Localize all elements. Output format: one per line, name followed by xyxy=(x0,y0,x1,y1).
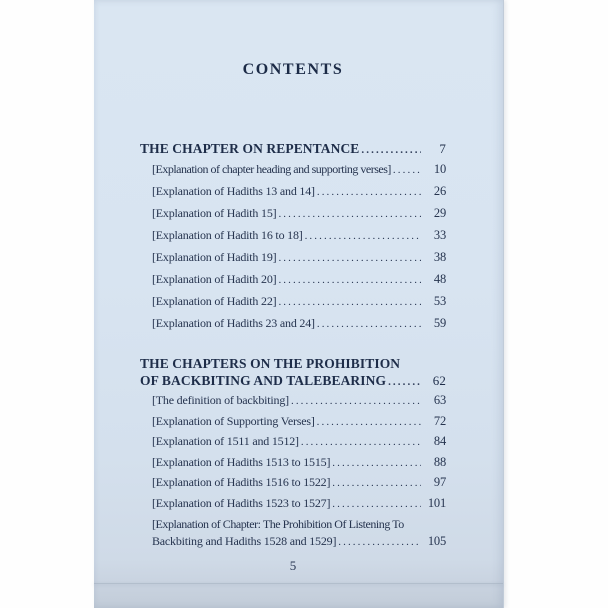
toc-entry-row xyxy=(140,250,446,265)
dot-leader xyxy=(332,456,421,470)
entry-label: [Explanation of Hadiths 1523 to 1527] xyxy=(152,495,331,510)
entry-page-number: 29 xyxy=(433,206,446,220)
toc-heading-row xyxy=(140,372,446,389)
entry-page-number: 53 xyxy=(433,294,446,308)
entry-label-line1: [Explanation of Chapter: The Prohibition Of Listening To xyxy=(152,517,404,531)
book-page xyxy=(94,0,504,608)
toc-entry-row xyxy=(140,496,446,511)
toc-entry-row xyxy=(140,393,446,408)
heading-label-line1: THE CHAPTERS ON THE PROHIBITION xyxy=(140,356,401,371)
dot-leader xyxy=(291,394,421,408)
toc-entry-row xyxy=(140,455,446,470)
entry-page-number: 88 xyxy=(433,454,446,469)
entry-page-number: 33 xyxy=(433,228,446,242)
dot-leader xyxy=(393,163,421,177)
contents-page xyxy=(94,0,503,608)
heading-page-number: 7 xyxy=(439,141,446,156)
toc-entry-row xyxy=(140,228,446,243)
heading-page-number: 62 xyxy=(432,373,446,388)
toc-entry-row xyxy=(140,184,446,199)
heading-label: THE CHAPTER ON REPENTANCE xyxy=(140,141,360,156)
contents-title: CONTENTS xyxy=(242,61,344,78)
entry-label: [The definition of backbiting] xyxy=(152,393,289,407)
entry-label: [Explanation of Hadiths 1516 to 1522] xyxy=(152,475,331,489)
entry-page-number: 72 xyxy=(433,413,446,428)
dot-leader xyxy=(388,375,421,389)
entry-page-number: 84 xyxy=(433,434,446,448)
toc-section-heading xyxy=(140,355,446,389)
dot-leader xyxy=(361,143,421,157)
dot-leader xyxy=(332,497,421,511)
entry-page-number: 63 xyxy=(433,393,446,407)
toc-entry-row xyxy=(140,162,446,177)
toc-section-backbiting xyxy=(140,355,446,549)
entry-page-number: 59 xyxy=(433,316,446,330)
toc-entry-subrow xyxy=(152,533,446,550)
folio-page-number: 5 xyxy=(289,558,297,573)
dot-leader xyxy=(278,273,421,287)
toc-heading-row xyxy=(140,140,446,157)
entry-label: [Explanation of chapter heading and supporting verses] xyxy=(152,162,391,176)
entry-label: [Explanation of Hadiths 1513 to 1515] xyxy=(152,454,331,469)
dot-leader xyxy=(278,207,421,221)
toc-section-repentance xyxy=(140,140,446,331)
heading-label-line2: OF BACKBITING AND TALEBEARING xyxy=(140,373,387,388)
dot-leader xyxy=(317,415,421,429)
dot-leader xyxy=(317,317,421,331)
entry-label: [Explanation of Hadith 22] xyxy=(152,294,277,308)
dot-leader xyxy=(317,185,421,199)
entry-page-number: 105 xyxy=(427,533,446,548)
entry-label: [Explanation of Hadith 15] xyxy=(152,206,277,220)
entry-label: [Explanation of 1511 and 1512] xyxy=(152,434,299,448)
page-bottom-edge xyxy=(94,583,503,584)
dot-leader xyxy=(278,295,421,309)
entry-label: [Explanation of Hadith 19] xyxy=(152,250,277,264)
toc-entry-row xyxy=(140,475,446,490)
toc-entry-row xyxy=(140,414,446,429)
entry-page-number: 10 xyxy=(433,162,446,176)
entry-label: [Explanation of Hadiths 23 and 24] xyxy=(152,316,315,330)
dot-leader xyxy=(301,435,421,449)
toc-entry-row xyxy=(140,272,446,287)
dot-leader xyxy=(278,251,421,265)
entry-label: [Explanation of Hadith 20] xyxy=(152,272,277,286)
entry-page-number: 38 xyxy=(433,250,446,264)
entry-label: [Explanation of Hadith 16 to 18] xyxy=(152,228,303,242)
toc-entry-row xyxy=(140,316,446,331)
dot-leader xyxy=(305,229,421,243)
entry-page-number: 26 xyxy=(433,184,446,198)
toc-entry-row xyxy=(140,206,446,221)
toc-entry-row xyxy=(140,294,446,309)
toc-entry-row xyxy=(140,434,446,449)
entry-label-line2: Backbiting and Hadiths 1528 and 1529] xyxy=(152,533,337,548)
entry-label: [Explanation of Hadiths 13 and 14] xyxy=(152,184,315,198)
entry-page-number: 97 xyxy=(433,475,446,489)
dot-leader xyxy=(338,535,421,549)
entry-label: [Explanation of Supporting Verses] xyxy=(152,413,315,428)
toc-entry-row xyxy=(140,516,446,549)
entry-page-number: 48 xyxy=(433,272,446,286)
toc-section-heading xyxy=(140,140,446,157)
entry-page-number: 101 xyxy=(427,495,446,510)
dot-leader xyxy=(332,476,421,490)
